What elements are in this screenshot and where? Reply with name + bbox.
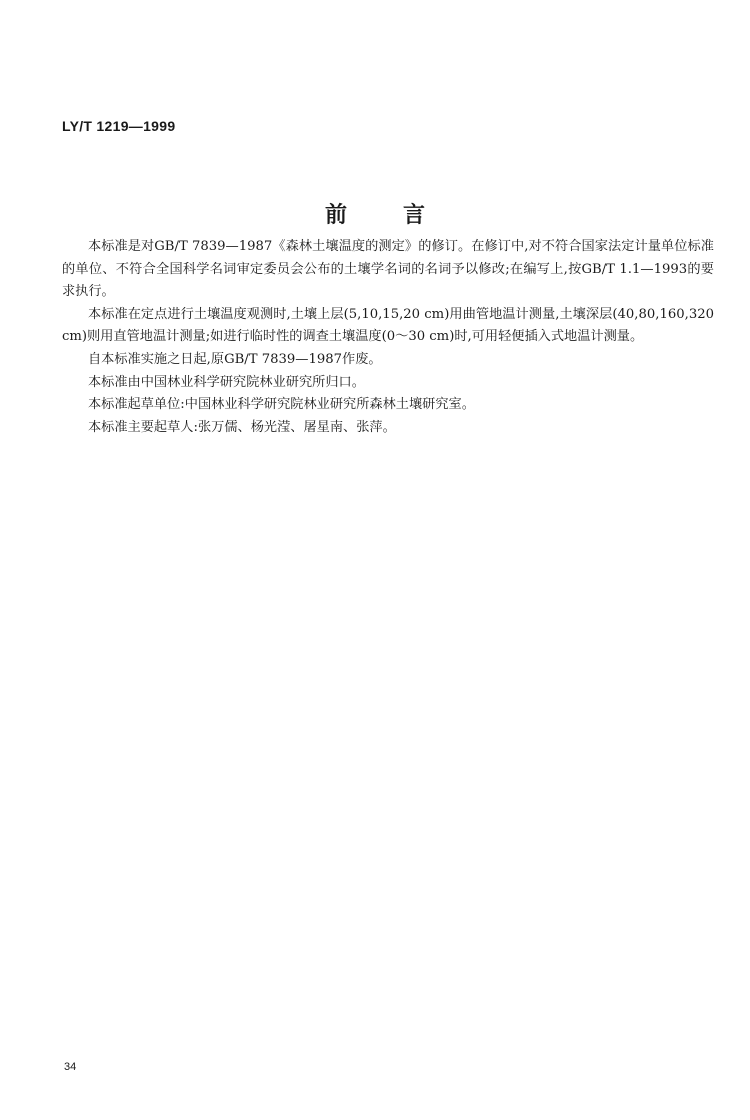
paragraph-drafters: 本标准主要起草人:张万儒、杨光滢、屠星南、张萍。 [88,419,396,435]
page-number: 34 [64,1061,77,1073]
paragraph-measurement: 本标准在定点进行土壤温度观测时,土壤上层(5,10,15,20 cm)用曲管地温计测量,土壤深层(40,80,160,320 cm)则用直管地温计测量;如进行临时性的调查土壤温度(0～30 cm)时,可用轻便插入式地温计测量。 [62,306,714,345]
section-title: 前言 [324,202,481,228]
paragraph-supersedes: 自本标准实施之日起,原GB/T 7839—1987作废。 [88,351,382,367]
paragraph-revision: 本标准是对GB/T 7839—1987《森林土壤温度的测定》的修订。在修订中,对不符合国家法定计量单位标准的单位、不符合全国科学名词审定委员会公布的土壤学名词的名词予以修改;在编写上,按GB/T 1.1—1993的要求执行。 [62,239,714,300]
paragraph-drafting-unit: 本标准起草单位:中国林业科学研究院林业研究所森林土壤研究室。 [88,397,475,413]
standard-number: LY/T 1219—1999 [62,118,176,134]
paragraph-administered-by: 本标准由中国林业科学研究院林业研究所归口。 [88,374,365,390]
foreword-body [62,236,714,439]
